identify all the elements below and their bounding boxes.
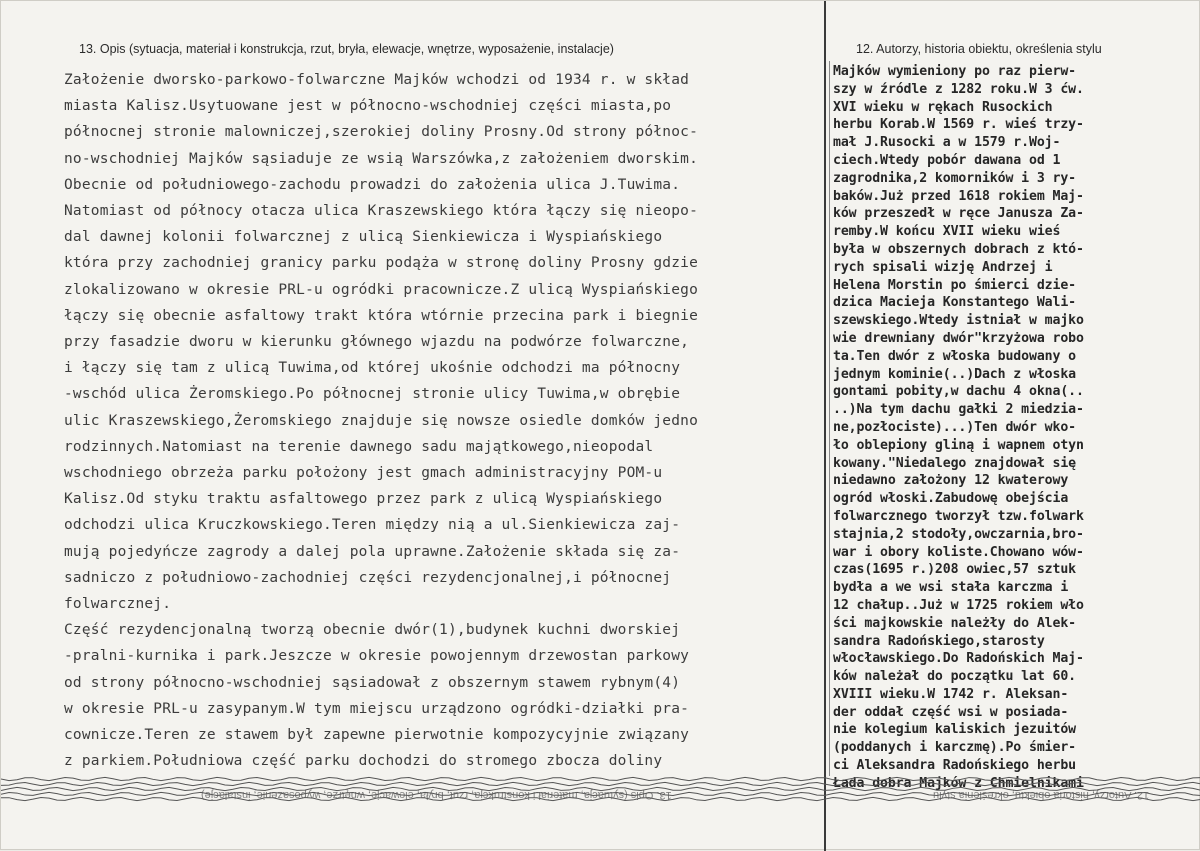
text-line: herbu Korab.W 1569 r. wieś trzy- — [833, 117, 1084, 133]
text-line: mują pojedyńcze zagrody a dalej pola uprawne.Założenie składa się za- — [64, 543, 681, 560]
text-line: włocławskiego.Do Radońskich Maj- — [833, 651, 1084, 667]
text-line: war i obory koliste.Chowano wów- — [833, 544, 1084, 560]
text-line: baków.Już przed 1618 rokiem Maj- — [833, 188, 1084, 204]
mirrored-header-left: 13. Opis (sytuacja, materiał i konstrukcja, rzut, bryła, elewacje, wnętrze, wyposażenie, instalacje) — [201, 789, 672, 801]
text-line: Część rezydencjonalną tworzą obecnie dwór(1),budynek kuchni dworskiej — [64, 622, 681, 639]
text-line: ogród włoski.Zabudowę obejścia — [833, 491, 1069, 507]
text-line: ta.Ten dwór z włoska budowany o — [833, 348, 1077, 364]
text-line: XVI wieku w rękach Rusockich — [833, 99, 1053, 115]
text-line: ciech.Wtedy pobór dawana od 1 — [833, 152, 1061, 168]
text-line: XVIII wieku.W 1742 r. Aleksan- — [833, 686, 1069, 702]
text-line: 12 chałup..Już w 1725 rokiem wło — [833, 597, 1084, 613]
text-line: Majków wymieniony po raz pierw- — [833, 64, 1077, 79]
text-line: Helena Morstin po śmierci dzie- — [833, 277, 1077, 293]
column-divider — [824, 1, 826, 851]
text-line: łączy się obecnie asfaltowy trakt która wtórnie przecina park i biegnie — [64, 307, 699, 324]
text-line: która przy zachodniej granicy parku podąża w stronę doliny Prosny gdzie — [64, 255, 699, 272]
text-line: folwarcznego tworzył tzw.folwark — [833, 508, 1084, 524]
text-line: wschodniego obrzeża parku położony jest gmach administracyjny POM-u — [64, 465, 663, 482]
text-line: sadniczo z południowo-zachodniej części rezydencjonalnej,i północnej — [64, 569, 672, 586]
text-line: czas(1695 r.)208 owiec,57 sztuk — [833, 562, 1077, 578]
text-line: Kalisz.Od styku traktu asfaltowego przez park z ulicą Wyspiańskiego — [64, 491, 663, 508]
text-line: no-wschodniej Majków sąsiaduje ze wsią Warszówka,z założeniem dworskim. — [64, 150, 699, 167]
text-line: była w obszernych dobrach z któ- — [833, 241, 1084, 257]
text-line: ulic Kraszewskiego,Żeromskiego znajduje się nowsze osiedle domków jedno — [64, 412, 699, 429]
text-line: Natomiast od północy otacza ulica Kraszewskiego która łączy się nieopo- — [64, 203, 699, 220]
description-text — [64, 67, 814, 774]
section-13-header: 13. Opis (sytuacja, materiał i konstrukcja, rzut, bryła, elewacje, wnętrze, wyposażenie, instalacje) — [79, 42, 614, 56]
section-12-header: 12. Autorzy, historia obiektu, określenia stylu — [856, 42, 1102, 56]
text-line: w okresie PRL-u zasypanym.W tym miejscu urządzono ogródki-działki pra- — [64, 700, 690, 717]
text-line: remby.W końcu XVII wieku wieś — [833, 224, 1061, 240]
history-text — [833, 63, 1193, 793]
text-line: (poddanych i karczmę).Po śmier- — [833, 740, 1077, 756]
text-line: ków przeszedł w ręce Janusza Za- — [833, 206, 1084, 222]
text-line: jednym kominie(..)Dach z włoska — [833, 366, 1077, 382]
text-line: zagrodnika,2 komorników i 3 ry- — [833, 170, 1077, 186]
text-line: Obecnie od południowego-zachodu prowadzi do założenia ulica J.Tuwima. — [64, 176, 681, 193]
text-line: niedawno założony 12 kwaterowy — [833, 473, 1069, 489]
text-line: ło oblepiony gliną i wapnem otyn — [833, 437, 1084, 453]
text-line: ..)Na tym dachu gałki 2 miedzia- — [833, 402, 1084, 418]
text-line: szy w źródle z 1282 roku.W 3 ćw. — [833, 81, 1084, 97]
text-line: miasta Kalisz.Usytuowane jest w północno-wschodniej części miasta,po — [64, 98, 672, 115]
text-line: ści majkowskie należły do Alek- — [833, 615, 1077, 631]
text-line: wie drewniany dwór"krzyżowa robo — [833, 330, 1084, 346]
text-line: -wschód ulica Żeromskiego.Po północnej stronie ulicy Tuwima,w obrębie — [64, 386, 681, 403]
text-line: stajnia,2 stodoły,owczarnia,bro- — [833, 526, 1084, 542]
text-line: folwarcznej. — [64, 596, 172, 613]
text-line: i łączy się tam z ulicą Tuwima,od której ukośnie odchodzi ma północny — [64, 360, 681, 377]
text-line: dzica Macieja Konstantego Wali- — [833, 295, 1077, 311]
text-line: mał J.Rusocki a w 1579 r.Woj- — [833, 135, 1061, 151]
text-line: przy fasadzie dworu w kierunku głównego wjazdu na podwórze folwarczne, — [64, 334, 690, 351]
text-line: kowany."Niedalego znajdował się — [833, 455, 1077, 471]
text-line: ci Aleksandra Radońskiego herbu — [833, 758, 1077, 774]
text-line: der oddał część wsi w posiada- — [833, 704, 1069, 720]
mirrored-header-right: 12. Autorzy, historia obiektu, określenia stylu — [933, 789, 1150, 801]
text-line: Łada dobra Majków z Chmielnikami — [833, 775, 1084, 791]
text-line: północnej stronie malowniczej,szerokiej doliny Prosny.Od strony północ- — [64, 124, 699, 141]
text-line: cownicze.Teren ze stawem był zapewne pierwotnie kompozycyjnie związany — [64, 727, 690, 744]
text-line: szewskiego.Wtedy istniał w majko — [833, 313, 1084, 329]
text-line: z parkiem.Południowa część parku dochodzi do stromego zbocza doliny — [64, 753, 663, 770]
text-line: zlokalizowano w okresie PRL-u ogródki pracownicze.Z ulicą Wyspiańskiego — [64, 281, 699, 298]
text-line: -pralni-kurnika i park.Jeszcze w okresie powojennym drzewostan parkowy — [64, 648, 690, 665]
text-line: dal dawnej kolonii folwarcznej z ulicą Sienkiewicza i Wyspiańskiego — [64, 229, 663, 246]
text-line: ne,pozłociste)...)Ten dwór wko- — [833, 419, 1077, 435]
text-line: sandra Radońskiego,starosty — [833, 633, 1045, 649]
text-line: rodzinnych.Natomiast na terenie dawnego sadu majątkowego,nieopodal — [64, 438, 654, 455]
text-line: bydła a we wsi stała karczma i — [833, 580, 1069, 596]
text-line: rych spisali wizję Andrzej i — [833, 259, 1053, 275]
column-divider-secondary — [829, 61, 830, 776]
text-line: odchodzi ulica Kruczkowskiego.Teren między nią a ul.Sienkiewicza zaj- — [64, 517, 681, 534]
text-line: ków należał do początku lat 60. — [833, 669, 1077, 685]
text-line: gontami pobity,w dachu 4 okna(.. — [833, 384, 1084, 400]
text-line: nie kolegium kaliskich jezuitów — [833, 722, 1077, 738]
text-line: Założenie dworsko-parkowo-folwarczne Majków wchodzi od 1934 r. w skład — [64, 72, 690, 88]
text-line: od strony północno-wschodniej sąsiadował z obszernym stawem rybnym(4) — [64, 674, 681, 691]
